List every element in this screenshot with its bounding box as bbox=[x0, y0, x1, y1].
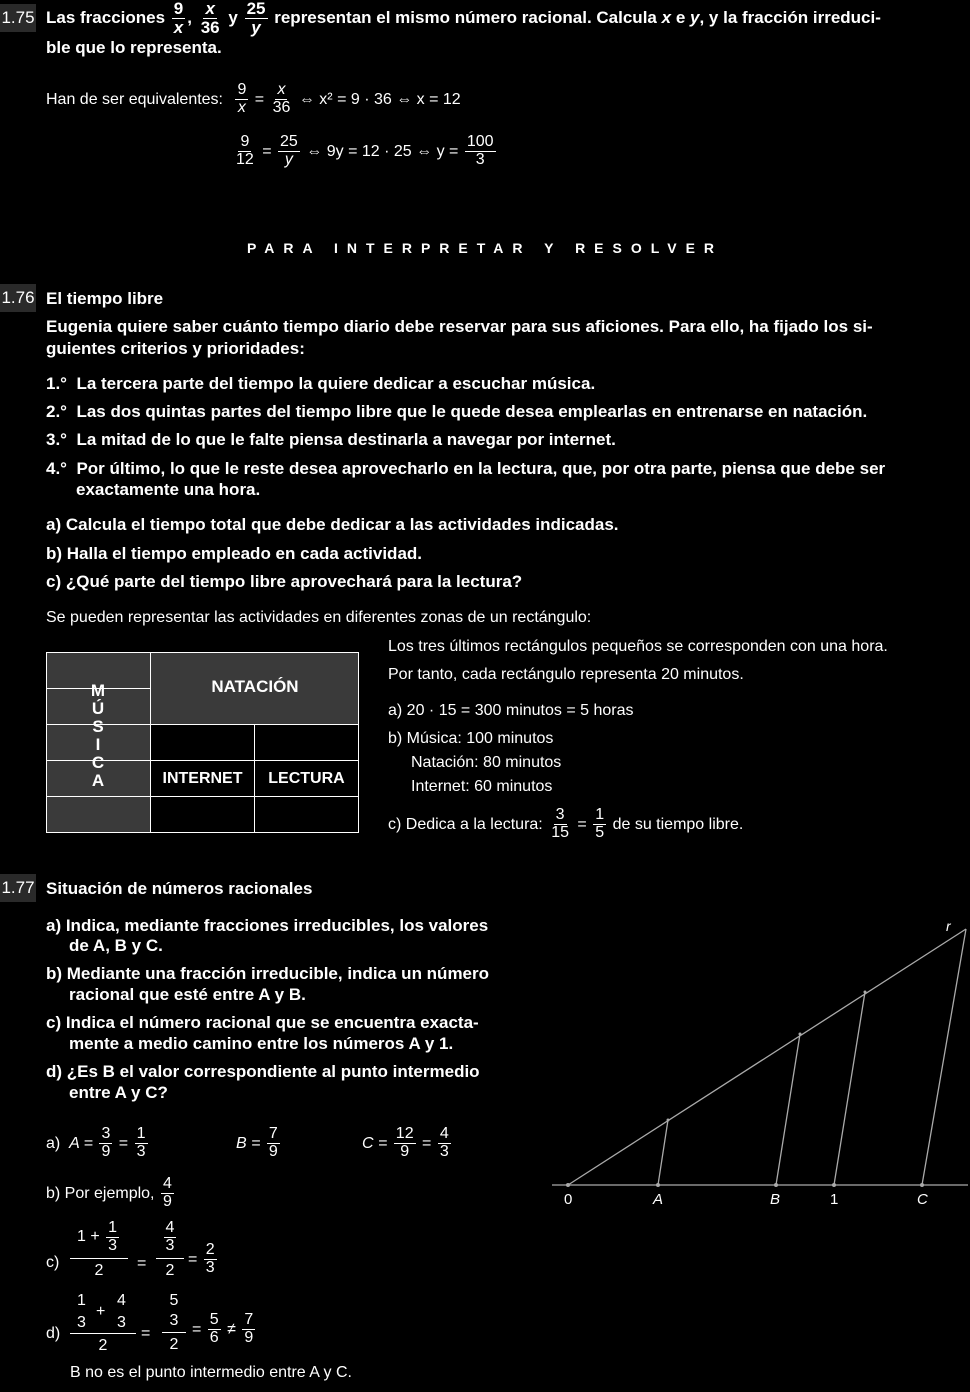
tick-dot bbox=[774, 1183, 778, 1187]
axis-label-C: C bbox=[917, 1191, 928, 1208]
criterion-4: 4.° Por último, lo que le reste desea aprovecharlo en la lectura, que, por otra parte, piensa que debe ser bbox=[46, 459, 886, 478]
criterion-1: 1.° La tercera parte del tiempo la quiere dedicar a escuchar música. bbox=[46, 374, 596, 393]
solution-b1: b) Música: 100 minutos bbox=[388, 730, 554, 747]
exercise-number: 1.75 bbox=[0, 4, 36, 32]
axis-label-B: B bbox=[770, 1191, 781, 1208]
exercise-title: Situación de números racionales bbox=[46, 879, 313, 898]
solution-b3: Internet: 60 minutos bbox=[411, 778, 553, 795]
criterion-3: 3.° La mitad de lo que le falte piensa destinarla a navegar por internet. bbox=[46, 430, 616, 449]
solution-text-2: Por tanto, cada rectángulo representa 20 minutos. bbox=[388, 666, 744, 683]
question-b-line2: racional que esté entre A y B. bbox=[69, 985, 306, 1004]
answer-d-complex-fraction: 1 3 + 4 3 2 bbox=[70, 1291, 136, 1356]
tick-dot bbox=[920, 1183, 924, 1187]
exercise-number: 1.77 bbox=[0, 874, 36, 902]
cell-lectura bbox=[255, 725, 359, 761]
question-c-line2: mente a medio camino entre los números A y 1. bbox=[69, 1034, 454, 1053]
ray-label-r: r bbox=[946, 918, 951, 934]
number-line-diagram bbox=[550, 915, 970, 1215]
exercise-title: El tiempo libre bbox=[46, 289, 164, 308]
equals: = bbox=[137, 1255, 147, 1272]
criterion-4-continued: exactamente una hora. bbox=[76, 480, 261, 499]
question-d-line2: entre A y C? bbox=[69, 1083, 168, 1102]
fraction: $\frac{12}{9}$ bbox=[395, 1125, 414, 1161]
solution-a: a) 20 · 15 = 300 minutos = 5 horas bbox=[388, 702, 634, 719]
fraction: $\frac{7}{9}$ bbox=[268, 1125, 278, 1161]
cell-natacion bbox=[151, 725, 255, 761]
answer-a-B: B = $\frac{7}{9}$ bbox=[236, 1125, 278, 1161]
cell-internet: INTERNET bbox=[151, 761, 255, 797]
answer-a: a) A = $\frac{3}{9}$ = $\frac{1}{3}$ bbox=[46, 1125, 146, 1161]
text: e bbox=[675, 7, 686, 27]
exercise-statement-line2: ble que lo representa. bbox=[46, 38, 222, 57]
solution-line1: Han de ser equivalentes: $\frac{9}{x}$ = $\frac{x}{36}$ ⇔ x² = 9 · 36 ⇔ x = 12 bbox=[46, 81, 461, 117]
solution-line2: $\frac{9}{12}$ = $\frac{25}{y}$ ⇔ 9y = 12 · 25 ⇔ y = $\frac{100}{3}$ bbox=[236, 133, 494, 169]
answer-a-C: C = $\frac{12}{9}$ = $\frac{4}{3}$ bbox=[362, 1125, 449, 1161]
exercise-statement-line1: Las fracciones $\frac{9}{x}$ , $\frac{x}{36}$ y $\frac{25}{y}$ representan el mismo número racional. Calcula x e y, y la fracción irreduci- bbox=[46, 0, 881, 37]
cell-musica bbox=[47, 797, 151, 833]
fraction: $\frac{1}{3}$ bbox=[108, 1219, 118, 1254]
fraction: $\frac{4}{9}$ bbox=[162, 1175, 172, 1211]
exercise-number: 1.76 bbox=[0, 284, 36, 312]
question-a-line2: de A, B y C. bbox=[69, 936, 163, 955]
projection-1 bbox=[834, 992, 865, 1185]
axis-label-1: 1 bbox=[830, 1191, 839, 1208]
question-c: c) ¿Qué parte del tiempo libre aprovechará para la lectura? bbox=[46, 572, 523, 591]
fraction: $\frac{4}{3}$ bbox=[165, 1219, 175, 1254]
tick-dot bbox=[667, 1119, 670, 1122]
tick-dot bbox=[656, 1183, 660, 1187]
ray-r bbox=[568, 929, 966, 1185]
intro-line1: Eugenia quiere saber cuánto tiempo diario debe reservar para sus aficiones. Para ello, ha fijado los si- bbox=[46, 317, 873, 336]
rectangle-intro: Se pueden representar las actividades en diferentes zonas de un rectángulo: bbox=[46, 609, 592, 626]
projection-B bbox=[776, 1034, 800, 1185]
fraction: $\frac{9}{x}$ bbox=[237, 81, 247, 117]
fraction-x-over-36: $\frac{x}{36}$ bbox=[200, 0, 220, 37]
cell-internet bbox=[151, 797, 255, 833]
cell-lectura: LECTURA bbox=[255, 761, 359, 797]
equation: ⇔ 9y = 12 · 25 ⇔ y = bbox=[306, 143, 459, 160]
fraction: $\frac{3}{9}$ bbox=[101, 1125, 111, 1161]
intro-line2: guientes criterios y prioridades: bbox=[46, 339, 305, 358]
solution-b2: Natación: 80 minutos bbox=[411, 754, 562, 771]
question-a: a) Calcula el tiempo total que debe dedicar a las actividades indicadas. bbox=[46, 515, 619, 534]
fraction: $\frac{5}{6}$ bbox=[209, 1311, 219, 1347]
fraction: $\frac{2}{3}$ bbox=[205, 1241, 215, 1277]
tick-dot bbox=[799, 1033, 802, 1036]
natacion-label: NATACIÓN bbox=[211, 677, 299, 696]
question-c-line1: c) Indica el número racional que se encuentra exacta- bbox=[46, 1013, 479, 1032]
conclusion: B no es el punto intermedio entre A y C. bbox=[70, 1364, 352, 1381]
answer-d-label: d) bbox=[46, 1325, 61, 1342]
answer-c-label: c) bbox=[46, 1254, 60, 1271]
question-b-line1: b) Mediante una fracción irreducible, indica un número bbox=[46, 964, 490, 983]
text: Han de ser equivalentes: bbox=[46, 91, 223, 108]
answer-d-middle: 5 3 2 bbox=[162, 1291, 186, 1355]
fraction: $\frac{1}{5}$ bbox=[595, 806, 605, 842]
answer-d-result: = $\frac{5}{6}$ ≠ $\frac{7}{9}$ bbox=[192, 1311, 254, 1347]
answer-c-complex-fraction: 1 + $\frac{1}{3}$ 2 bbox=[70, 1220, 128, 1280]
tick-dot bbox=[832, 1183, 836, 1187]
fraction: $\frac{100}{3}$ bbox=[466, 133, 494, 169]
fraction-9-over-x: $\frac{9}{x}$ bbox=[173, 0, 184, 37]
answer-b: b) Por ejemplo, $\frac{4}{9}$ bbox=[46, 1175, 172, 1211]
cell-lectura bbox=[255, 797, 359, 833]
projection-C bbox=[922, 929, 966, 1185]
fraction: $\frac{9}{12}$ bbox=[236, 133, 254, 169]
fraction: $\frac{1}{3}$ bbox=[136, 1125, 146, 1161]
question-b: b) Halla el tiempo empleado en cada actividad. bbox=[46, 544, 423, 563]
solution-c: c) Dedica a la lectura: $\frac{3}{15}$ = $\frac{1}{5}$ de su tiempo libre. bbox=[388, 806, 744, 842]
text: y bbox=[228, 7, 238, 27]
question-a-line1: a) Indica, mediante fracciones irreducibles, los valores bbox=[46, 916, 489, 935]
var-x: x bbox=[661, 7, 672, 27]
text: representan el mismo número racional. Calcula bbox=[274, 7, 657, 27]
question-d-line1: d) ¿Es B el valor correspondiente al punto intermedio bbox=[46, 1062, 480, 1081]
answer-c-result: = $\frac{2}{3}$ bbox=[188, 1241, 215, 1277]
section-title: PARA INTERPRETAR Y RESOLVER bbox=[246, 240, 724, 256]
projection-A bbox=[658, 1120, 668, 1185]
axis-label-0: 0 bbox=[564, 1191, 573, 1208]
answer-c-middle: $\frac{4}{3}$ 2 bbox=[156, 1220, 184, 1280]
fraction: $\frac{7}{9}$ bbox=[244, 1311, 254, 1347]
text: Las fracciones bbox=[46, 7, 166, 27]
var-y: y bbox=[690, 7, 700, 27]
text: , y la fracción irreduci- bbox=[699, 7, 881, 27]
criterion-2: 2.° Las dos quintas partes del tiempo libre que le quede desea emplearlas en entrenarse en natación. bbox=[46, 402, 868, 421]
tick-dot bbox=[566, 1183, 570, 1187]
tick-dot bbox=[864, 991, 867, 994]
equation: ⇔ x² = 9 · 36 ⇔ x = 12 bbox=[298, 91, 461, 108]
fraction-25-over-y: $\frac{25}{y}$ bbox=[246, 0, 266, 37]
fraction: $\frac{3}{15}$ bbox=[551, 806, 569, 842]
fraction: $\frac{4}{3}$ bbox=[439, 1125, 449, 1161]
equals: = bbox=[141, 1325, 151, 1342]
fraction: $\frac{x}{36}$ bbox=[272, 81, 291, 117]
solution-text-1: Los tres últimos rectángulos pequeños se corresponden con una hora. bbox=[388, 638, 888, 655]
musica-vertical-label: M Ú S I C A bbox=[90, 681, 106, 790]
fraction: $\frac{25}{y}$ bbox=[280, 133, 298, 169]
axis-label-A: A bbox=[653, 1191, 664, 1208]
